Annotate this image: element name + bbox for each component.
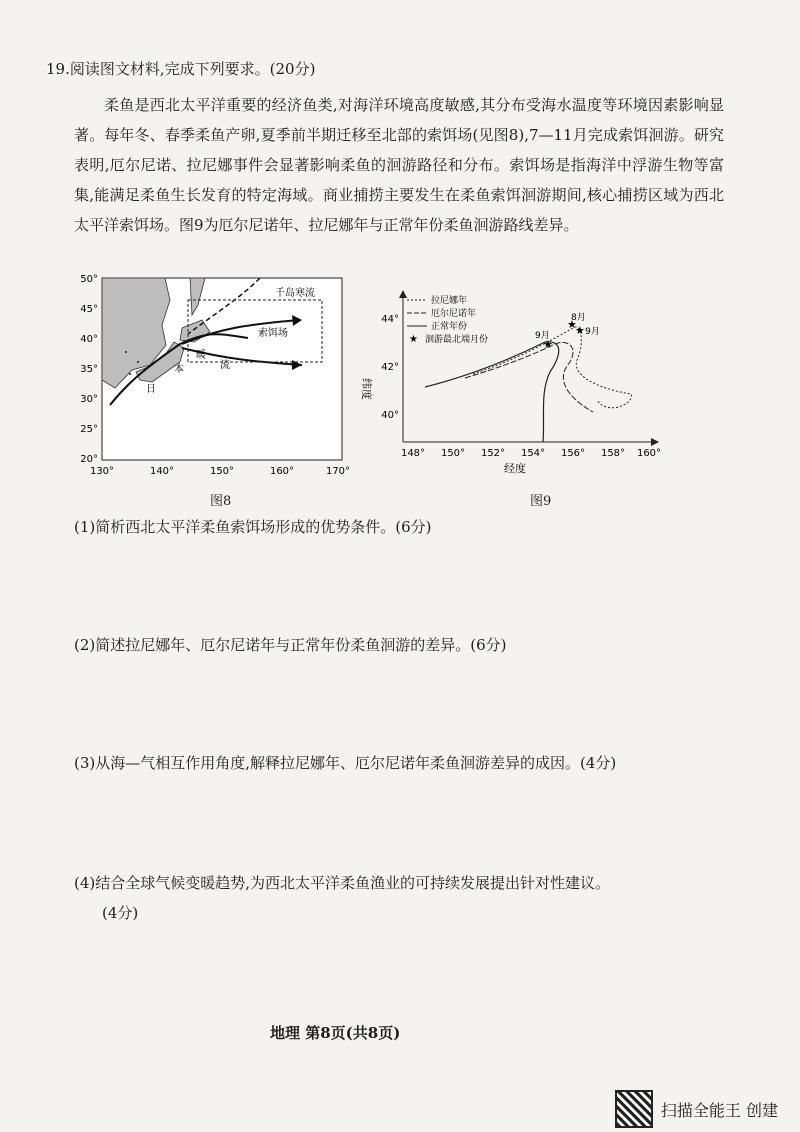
fig8-xtick: 160° xyxy=(269,466,295,477)
japan-label-1: 日 xyxy=(146,384,156,395)
legend-northmost-month: 洄游最北端月份 xyxy=(425,335,489,345)
fig9-xlabel: 经度 xyxy=(504,462,526,475)
fig8-ytick: 40° xyxy=(80,334,98,345)
sub-question-4: (4)结合全球气候变暖趋势,为西北太平洋柔鱼渔业的可持续发展提出针对性建议。 xyxy=(74,874,611,892)
fig9-xtick: 152° xyxy=(480,448,506,459)
fig9-xtick: 156° xyxy=(560,448,586,459)
fig9-xtick: 150° xyxy=(440,448,466,459)
legend-el-nino: 厄尔尼诺年 xyxy=(431,309,477,319)
route-normal xyxy=(425,342,559,442)
warm-current-label-1: 暖 xyxy=(196,350,206,361)
month-label: 9月 xyxy=(585,327,600,337)
feeding-ground-label: 索饵场 xyxy=(258,328,288,339)
sub-question-2: (2)简述拉尼娜年、厄尔尼诺年与正常年份柔鱼洄游的差异。(6分) xyxy=(74,636,507,654)
fig9-xtick: 158° xyxy=(600,448,626,459)
qr-code-icon xyxy=(615,1090,653,1128)
scanner-watermark xyxy=(615,1090,778,1128)
fig8-xtick: 130° xyxy=(89,466,115,477)
warm-current-label-2: 流 xyxy=(220,360,230,371)
figure-9-caption: 图9 xyxy=(530,494,552,509)
question-title: 19.阅读图文材料,完成下列要求。(20分) xyxy=(46,60,316,78)
sub-question-4-score: (4分) xyxy=(102,904,139,922)
page-footer: 地理 第8页(共8页) xyxy=(270,1024,401,1042)
fig8-ytick: 45° xyxy=(80,304,98,315)
fig8-ytick: 50° xyxy=(80,274,98,285)
fig9-xtick: 154° xyxy=(520,448,546,459)
fig9-ytick: 40° xyxy=(381,410,399,421)
star-icon: ★ xyxy=(409,334,418,345)
sub-question-3: (3)从海—气相互作用角度,解释拉尼娜年、厄尔尼诺年柔鱼洄游差异的成因。(4分) xyxy=(74,754,617,772)
kuril-current-label: 千岛寒流 xyxy=(275,288,315,299)
question-paragraph: 柔鱼是西北太平洋重要的经济鱼类,对海洋环境高度敏感,其分布受海水温度等环境因素影响显著。每年冬、春季柔鱼产卵,夏季前半期迁移至北部的索饵场(见图8),7—11月完成索饵洄游。研究表明,厄尔尼诺、拉尼娜事件会显著影响柔鱼的洄游路径和分布。索饵场是指海洋中浮游生物等富集,能满足柔鱼生长发育的特定海域。商业捕捞主要发生在柔鱼索饵洄游期间,核心捕捞区域为西北太平洋索饵场。图9为厄尔尼诺年、拉尼娜年与正常年份柔鱼洄游路线差异。 xyxy=(74,96,724,234)
star-icon: ★ xyxy=(543,338,553,351)
legend-la-nina: 拉尼娜年 xyxy=(431,296,468,306)
legend-normal: 正常年份 xyxy=(431,322,468,332)
figure-8-caption: 图8 xyxy=(210,494,232,509)
month-label: 8月 xyxy=(571,313,586,323)
fig8-ytick: 25° xyxy=(80,424,98,435)
fig8-ytick: 35° xyxy=(80,364,98,375)
star-icon: ★ xyxy=(575,324,585,337)
month-label: 9月 xyxy=(535,331,550,341)
fig8-xtick: 170° xyxy=(325,466,351,477)
sub-question-1: (1)简析西北太平洋柔鱼索饵场形成的优势条件。(6分) xyxy=(74,518,432,536)
brand-text: 扫描全能王 创建 xyxy=(660,1100,778,1120)
route-el-nino xyxy=(465,342,593,412)
fig9-ytick: 44° xyxy=(381,314,399,325)
fig8-xtick: 150° xyxy=(209,466,235,477)
fig9-ytick: 42° xyxy=(381,362,399,373)
fig9-xtick: 148° xyxy=(400,448,426,459)
fig9-ylabel: 纬度 xyxy=(360,378,373,400)
figure-9-chart xyxy=(345,282,665,482)
japan-label-2: 本 xyxy=(174,364,184,375)
star-icon: ★ xyxy=(567,318,577,331)
fig8-ytick: 20° xyxy=(80,454,98,465)
figure-8-map xyxy=(70,270,360,485)
fig8-ytick: 30° xyxy=(80,394,98,405)
fig8-xtick: 140° xyxy=(149,466,175,477)
fig9-xtick: 160° xyxy=(636,448,662,459)
